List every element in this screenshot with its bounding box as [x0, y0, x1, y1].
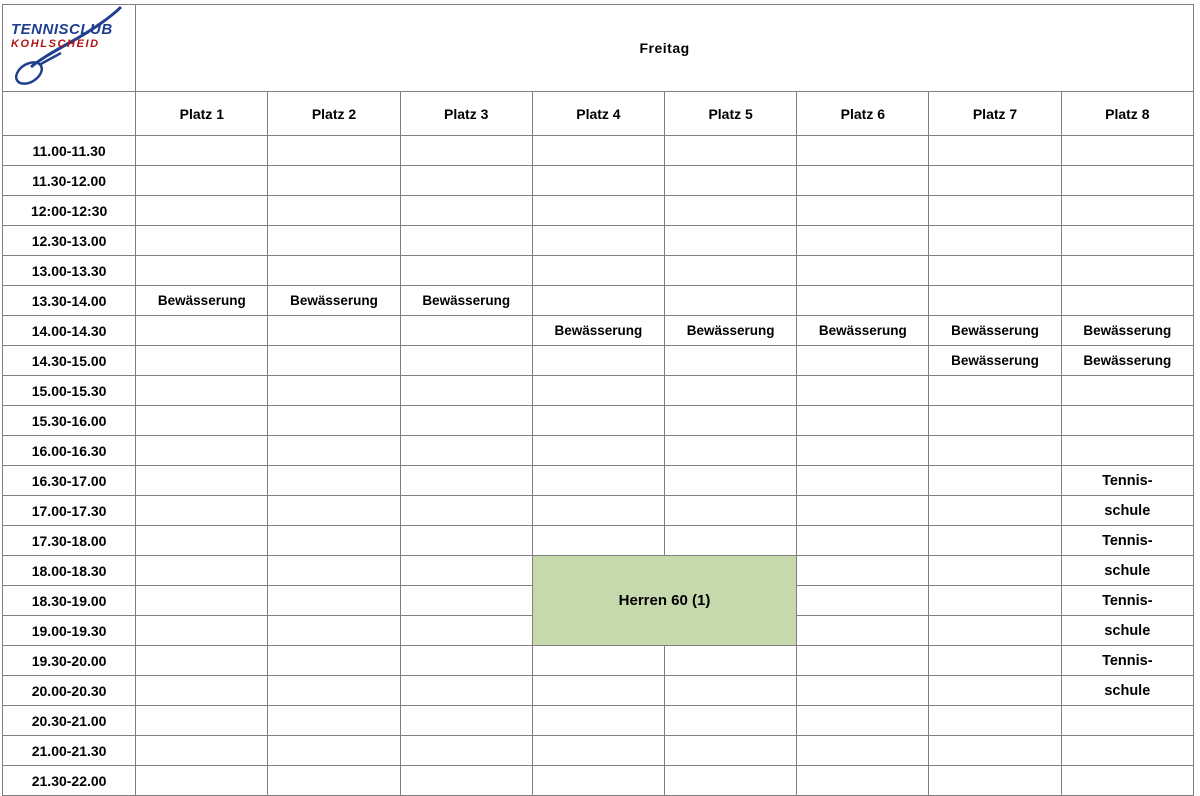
time-label: 20.00-20.30 [3, 676, 136, 706]
slot-p1-t14[interactable] [136, 556, 268, 586]
logo-club-location: KOHLSCHEID [11, 38, 100, 50]
slot-p4-t2[interactable] [532, 196, 664, 226]
slot-p5-t20[interactable] [665, 736, 797, 766]
slot-p1-t13[interactable] [136, 526, 268, 556]
court-header-5: Platz 5 [665, 92, 797, 136]
slot-p2-t12[interactable] [268, 496, 400, 526]
slot-p3-t3[interactable] [400, 226, 532, 256]
slot-p1-t3[interactable] [136, 226, 268, 256]
page-title: Freitag [136, 5, 1194, 92]
time-label: 17.30-18.00 [3, 526, 136, 556]
slot-p6-t19[interactable] [797, 706, 929, 736]
slot-p2-t6[interactable] [268, 316, 400, 346]
slot-p6-t17[interactable] [797, 646, 929, 676]
time-label: 19.30-20.00 [3, 646, 136, 676]
slot-p3-t11[interactable] [400, 466, 532, 496]
slot-p2-t13[interactable] [268, 526, 400, 556]
slot-p6-t12[interactable] [797, 496, 929, 526]
slot-p5-t7[interactable] [665, 346, 797, 376]
table-row [3, 136, 1194, 166]
slot-p4-t19[interactable] [532, 706, 664, 736]
slot-p1-t16[interactable] [136, 616, 268, 646]
slot-p6-t20[interactable] [797, 736, 929, 766]
slot-p8-t17[interactable]: Tennis- [1061, 646, 1193, 676]
slot-p1-t9[interactable] [136, 406, 268, 436]
slot-p7-t4[interactable] [929, 256, 1061, 286]
slot-p2-t19[interactable] [268, 706, 400, 736]
slot-p5-t1[interactable] [665, 166, 797, 196]
table-row [3, 286, 1194, 316]
slot-p2-t21[interactable] [268, 766, 400, 796]
slot-p8-t20[interactable] [1061, 736, 1193, 766]
slot-p8-t2[interactable] [1061, 196, 1193, 226]
slot-p5-t2[interactable] [665, 196, 797, 226]
slot-p7-t19[interactable] [929, 706, 1061, 736]
slot-p3-t4[interactable] [400, 256, 532, 286]
slot-p3-t5[interactable]: Bewässerung [400, 286, 532, 316]
slot-p7-t18[interactable] [929, 676, 1061, 706]
slot-p6-t18[interactable] [797, 676, 929, 706]
slot-p3-t18[interactable] [400, 676, 532, 706]
table-row [3, 316, 1194, 346]
slot-p6-t14[interactable] [797, 556, 929, 586]
slot-p2-t2[interactable] [268, 196, 400, 226]
slot-p7-t12[interactable] [929, 496, 1061, 526]
slot-p6-t7[interactable] [797, 346, 929, 376]
table-row [3, 406, 1194, 436]
slot-p3-t17[interactable] [400, 646, 532, 676]
slot-p5-t18[interactable] [665, 676, 797, 706]
slot-p8-t14[interactable]: schule [1061, 556, 1193, 586]
slot-p6-t4[interactable] [797, 256, 929, 286]
slot-p4-t13[interactable] [532, 526, 664, 556]
court-header-6: Platz 6 [797, 92, 929, 136]
slot-p7-t6[interactable]: Bewässerung [929, 316, 1061, 346]
slot-p4-t0[interactable] [532, 136, 664, 166]
slot-p2-t10[interactable] [268, 436, 400, 466]
slot-p4-t1[interactable] [532, 166, 664, 196]
slot-p8-t16[interactable]: schule [1061, 616, 1193, 646]
slot-p2-t8[interactable] [268, 376, 400, 406]
slot-p3-t7[interactable] [400, 346, 532, 376]
club-logo [3, 5, 136, 92]
slot-p3-t21[interactable] [400, 766, 532, 796]
slot-p7-t1[interactable] [929, 166, 1061, 196]
slot-p7-t2[interactable] [929, 196, 1061, 226]
booking-herren-60[interactable]: Herren 60 (1) [532, 556, 796, 646]
slot-p8-t18[interactable]: schule [1061, 676, 1193, 706]
slot-p3-t2[interactable] [400, 196, 532, 226]
time-label: 19.00-19.30 [3, 616, 136, 646]
time-label: 12:00-12:30 [3, 196, 136, 226]
slot-p2-t11[interactable] [268, 466, 400, 496]
time-label: 11.30-12.00 [3, 166, 136, 196]
slot-p3-t20[interactable] [400, 736, 532, 766]
slot-p4-t9[interactable] [532, 406, 664, 436]
slot-p6-t0[interactable] [797, 136, 929, 166]
slot-p8-t13[interactable]: Tennis- [1061, 526, 1193, 556]
slot-p5-t3[interactable] [665, 226, 797, 256]
slot-p8-t19[interactable] [1061, 706, 1193, 736]
slot-p2-t3[interactable] [268, 226, 400, 256]
slot-p6-t16[interactable] [797, 616, 929, 646]
slot-p5-t13[interactable] [665, 526, 797, 556]
slot-p1-t8[interactable] [136, 376, 268, 406]
time-label: 11.00-11.30 [3, 136, 136, 166]
slot-p7-t8[interactable] [929, 376, 1061, 406]
slot-p8-t15[interactable]: Tennis- [1061, 586, 1193, 616]
court-header-4: Platz 4 [532, 92, 664, 136]
slot-p2-t17[interactable] [268, 646, 400, 676]
slot-p2-t0[interactable] [268, 136, 400, 166]
slot-p3-t15[interactable] [400, 586, 532, 616]
slot-p3-t10[interactable] [400, 436, 532, 466]
slot-p4-t20[interactable] [532, 736, 664, 766]
slot-p6-t8[interactable] [797, 376, 929, 406]
slot-p6-t1[interactable] [797, 166, 929, 196]
slot-p2-t18[interactable] [268, 676, 400, 706]
slot-p2-t14[interactable] [268, 556, 400, 586]
slot-p7-t14[interactable] [929, 556, 1061, 586]
slot-p3-t12[interactable] [400, 496, 532, 526]
slot-p5-t19[interactable] [665, 706, 797, 736]
slot-p7-t5[interactable] [929, 286, 1061, 316]
header-row-courts [3, 92, 1194, 136]
slot-p5-t12[interactable] [665, 496, 797, 526]
slot-p7-t21[interactable] [929, 766, 1061, 796]
slot-p6-t9[interactable] [797, 406, 929, 436]
time-label: 15.30-16.00 [3, 406, 136, 436]
schedule-table [2, 4, 1194, 796]
slot-p2-t7[interactable] [268, 346, 400, 376]
slot-p4-t3[interactable] [532, 226, 664, 256]
slot-p7-t17[interactable] [929, 646, 1061, 676]
slot-p5-t21[interactable] [665, 766, 797, 796]
court-header-2: Platz 2 [268, 92, 400, 136]
slot-p1-t2[interactable] [136, 196, 268, 226]
court-header-7: Platz 7 [929, 92, 1061, 136]
slot-p5-t9[interactable] [665, 406, 797, 436]
slot-p7-t10[interactable] [929, 436, 1061, 466]
slot-p1-t7[interactable] [136, 346, 268, 376]
slot-p7-t3[interactable] [929, 226, 1061, 256]
court-header-1: Platz 1 [136, 92, 268, 136]
table-row [3, 556, 1194, 586]
time-label: 17.00-17.30 [3, 496, 136, 526]
slot-p7-t11[interactable] [929, 466, 1061, 496]
time-label: 18.00-18.30 [3, 556, 136, 586]
time-label: 18.30-19.00 [3, 586, 136, 616]
header-row-day [3, 5, 1194, 92]
table-row [3, 496, 1194, 526]
slot-p1-t19[interactable] [136, 706, 268, 736]
time-label: 20.30-21.00 [3, 706, 136, 736]
slot-p1-t17[interactable] [136, 646, 268, 676]
slot-p1-t12[interactable] [136, 496, 268, 526]
slot-p5-t8[interactable] [665, 376, 797, 406]
slot-p8-t10[interactable] [1061, 436, 1193, 466]
slot-p3-t19[interactable] [400, 706, 532, 736]
slot-p3-t13[interactable] [400, 526, 532, 556]
slot-p6-t3[interactable] [797, 226, 929, 256]
slot-p5-t0[interactable] [665, 136, 797, 166]
slot-p8-t5[interactable] [1061, 286, 1193, 316]
table-row [3, 226, 1194, 256]
slot-p7-t9[interactable] [929, 406, 1061, 436]
slot-p8-t9[interactable] [1061, 406, 1193, 436]
slot-p8-t3[interactable] [1061, 226, 1193, 256]
time-label: 16.30-17.00 [3, 466, 136, 496]
slot-p5-t6[interactable]: Bewässerung [665, 316, 797, 346]
slot-p4-t7[interactable] [532, 346, 664, 376]
slot-p8-t11[interactable]: Tennis- [1061, 466, 1193, 496]
time-label: 21.00-21.30 [3, 736, 136, 766]
slot-p1-t20[interactable] [136, 736, 268, 766]
slot-p4-t6[interactable]: Bewässerung [532, 316, 664, 346]
table-row [3, 676, 1194, 706]
slot-p3-t0[interactable] [400, 136, 532, 166]
time-label: 16.00-16.30 [3, 436, 136, 466]
slot-p2-t4[interactable] [268, 256, 400, 286]
slot-p4-t8[interactable] [532, 376, 664, 406]
slot-p8-t6[interactable]: Bewässerung [1061, 316, 1193, 346]
table-row [3, 466, 1194, 496]
slot-p1-t6[interactable] [136, 316, 268, 346]
slot-p3-t9[interactable] [400, 406, 532, 436]
slot-p3-t6[interactable] [400, 316, 532, 346]
slot-p3-t1[interactable] [400, 166, 532, 196]
corner-cell [3, 92, 136, 136]
time-label: 13.00-13.30 [3, 256, 136, 286]
slot-p1-t11[interactable] [136, 466, 268, 496]
slot-p6-t10[interactable] [797, 436, 929, 466]
slot-p6-t13[interactable] [797, 526, 929, 556]
table-row [3, 256, 1194, 286]
time-label: 14.00-14.30 [3, 316, 136, 346]
slot-p1-t4[interactable] [136, 256, 268, 286]
slot-p2-t15[interactable] [268, 586, 400, 616]
table-row [3, 766, 1194, 796]
slot-p4-t21[interactable] [532, 766, 664, 796]
slot-p1-t21[interactable] [136, 766, 268, 796]
time-label: 21.30-22.00 [3, 766, 136, 796]
slot-p8-t8[interactable] [1061, 376, 1193, 406]
slot-p4-t17[interactable] [532, 646, 664, 676]
slot-p2-t20[interactable] [268, 736, 400, 766]
slot-p8-t7[interactable]: Bewässerung [1061, 346, 1193, 376]
logo-club-name: TENNISCLUB [11, 21, 113, 38]
time-label: 15.00-15.30 [3, 376, 136, 406]
slot-p4-t4[interactable] [532, 256, 664, 286]
table-row [3, 706, 1194, 736]
slot-p1-t0[interactable] [136, 136, 268, 166]
table-row [3, 196, 1194, 226]
slot-p8-t1[interactable] [1061, 166, 1193, 196]
slot-p1-t1[interactable] [136, 166, 268, 196]
slot-p1-t18[interactable] [136, 676, 268, 706]
slot-p7-t20[interactable] [929, 736, 1061, 766]
slot-p1-t5[interactable]: Bewässerung [136, 286, 268, 316]
slot-p3-t16[interactable] [400, 616, 532, 646]
slot-p4-t12[interactable] [532, 496, 664, 526]
time-label: 13.30-14.00 [3, 286, 136, 316]
slot-p6-t11[interactable] [797, 466, 929, 496]
slot-p7-t7[interactable]: Bewässerung [929, 346, 1061, 376]
slot-p7-t0[interactable] [929, 136, 1061, 166]
slot-p1-t10[interactable] [136, 436, 268, 466]
slot-p7-t15[interactable] [929, 586, 1061, 616]
table-row [3, 736, 1194, 766]
table-row [3, 166, 1194, 196]
table-row [3, 346, 1194, 376]
slot-p4-t5[interactable] [532, 286, 664, 316]
slot-p6-t21[interactable] [797, 766, 929, 796]
slot-p2-t1[interactable] [268, 166, 400, 196]
slot-p4-t18[interactable] [532, 676, 664, 706]
slot-p6-t15[interactable] [797, 586, 929, 616]
time-label: 12.30-13.00 [3, 226, 136, 256]
court-header-3: Platz 3 [400, 92, 532, 136]
slot-p4-t10[interactable] [532, 436, 664, 466]
time-label: 14.30-15.00 [3, 346, 136, 376]
slot-p8-t12[interactable]: schule [1061, 496, 1193, 526]
court-header-8: Platz 8 [1061, 92, 1193, 136]
slot-p6-t6[interactable]: Bewässerung [797, 316, 929, 346]
slot-p7-t16[interactable] [929, 616, 1061, 646]
table-row [3, 376, 1194, 406]
slot-p1-t15[interactable] [136, 586, 268, 616]
schedule-sheet [0, 4, 1200, 787]
slot-p8-t0[interactable] [1061, 136, 1193, 166]
table-row [3, 436, 1194, 466]
slot-p5-t4[interactable] [665, 256, 797, 286]
slot-p7-t13[interactable] [929, 526, 1061, 556]
slot-p3-t14[interactable] [400, 556, 532, 586]
slot-p5-t11[interactable] [665, 466, 797, 496]
slot-p3-t8[interactable] [400, 376, 532, 406]
slot-p5-t5[interactable] [665, 286, 797, 316]
slot-p6-t5[interactable] [797, 286, 929, 316]
slot-p2-t5[interactable]: Bewässerung [268, 286, 400, 316]
slot-p5-t17[interactable] [665, 646, 797, 676]
slot-p5-t10[interactable] [665, 436, 797, 466]
slot-p4-t11[interactable] [532, 466, 664, 496]
slot-p8-t21[interactable] [1061, 766, 1193, 796]
slot-p6-t2[interactable] [797, 196, 929, 226]
slot-p2-t9[interactable] [268, 406, 400, 436]
slot-p8-t4[interactable] [1061, 256, 1193, 286]
table-row [3, 646, 1194, 676]
slot-p2-t16[interactable] [268, 616, 400, 646]
table-row [3, 526, 1194, 556]
